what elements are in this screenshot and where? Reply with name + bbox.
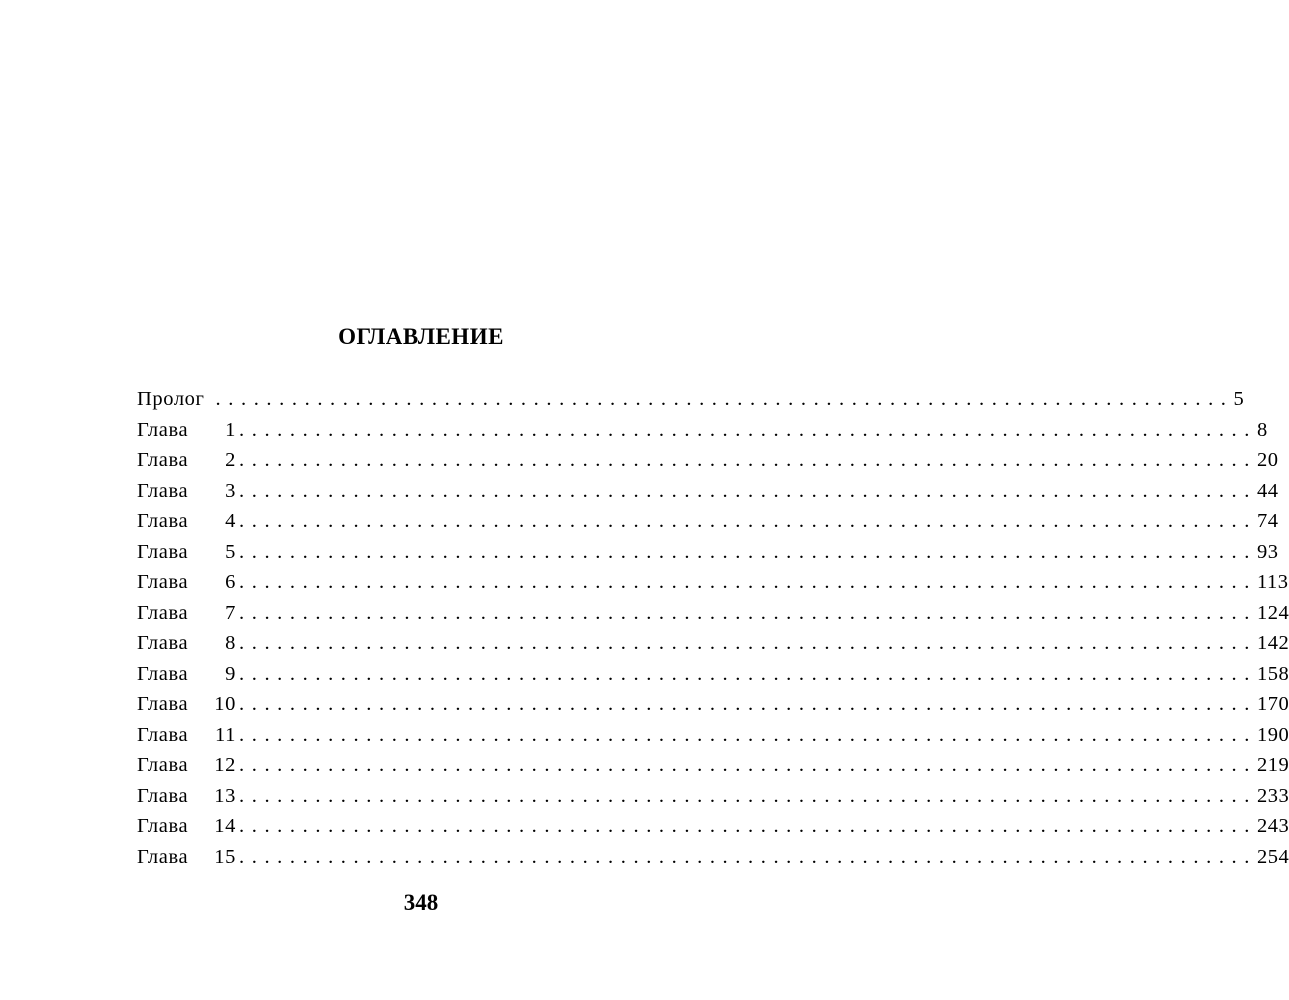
toc-entry [137, 720, 1289, 751]
toc-entry-label [137, 659, 236, 690]
toc-entry [137, 476, 1279, 507]
toc-entry-number: 9 [225, 662, 236, 685]
toc-entry-word: Глава [137, 540, 189, 563]
toc-entry-page: 124 [1257, 601, 1289, 624]
toc-entry-label [137, 598, 236, 629]
toc-entry [137, 689, 1289, 720]
toc-entry-label [137, 537, 236, 568]
toc-entry-number: 10 [214, 693, 236, 715]
toc-title: ОГЛАВЛЕНИЕ [338, 324, 504, 349]
toc-entry-number: 11 [215, 723, 236, 746]
toc-entry-page: 113 [1257, 571, 1289, 593]
toc-entry-page: 93 [1257, 540, 1279, 563]
toc-entry-word: Глава [137, 571, 189, 593]
toc-entry [137, 659, 1289, 690]
toc-entry-label [137, 689, 236, 720]
toc-entry-label [137, 720, 236, 751]
toc-dot-leader: ................................................................................ [239, 754, 1257, 776]
toc-entry [137, 415, 1268, 446]
toc-entry [137, 567, 1289, 598]
toc-entry-page: 44 [1257, 479, 1279, 502]
toc-entry-page: 142 [1257, 632, 1289, 654]
toc-entry-word: Глава [137, 723, 189, 746]
toc-entry-page: 74 [1257, 510, 1279, 532]
toc-entry [137, 842, 1289, 873]
toc-dot-leader: ................................................................................ [239, 693, 1257, 715]
toc-entry [137, 750, 1289, 781]
toc-entry-word: Глава [137, 693, 189, 715]
toc-dot-leader: ................................................................................ [239, 601, 1257, 624]
toc-dot-leader: ................................................................................ [239, 479, 1257, 502]
toc-entry [137, 384, 1245, 415]
toc-dot-leader: ................................................................................ [215, 388, 1234, 410]
toc-entry-page: 233 [1257, 784, 1289, 807]
toc-entry-word: Глава [137, 510, 189, 532]
toc-entry-label [137, 476, 236, 507]
toc-entry-word: Глава [137, 418, 189, 441]
toc-entry-page: 254 [1257, 845, 1289, 868]
toc-dot-leader: ................................................................................ [239, 510, 1257, 532]
toc-entry-number: 5 [225, 540, 236, 563]
toc-entry-word: Глава [137, 449, 189, 471]
toc-entry [137, 628, 1289, 659]
toc-dot-leader: ................................................................................ [239, 845, 1257, 868]
toc-entry-number: 3 [225, 479, 236, 502]
toc-entry-word: Глава [137, 845, 189, 868]
toc-entry [137, 537, 1279, 568]
toc-entry-label [137, 415, 236, 446]
toc-entry-word: Глава [137, 662, 189, 685]
toc-dot-leader: ................................................................................ [239, 662, 1257, 685]
toc-entry-label [137, 811, 236, 842]
toc-entry-word: Глава [137, 601, 189, 624]
toc-entry-page: 190 [1257, 723, 1289, 746]
toc-entry-label [137, 781, 236, 812]
toc-entry-word: Пролог [137, 388, 205, 410]
toc-entry-label [137, 567, 236, 598]
toc-dot-leader: ................................................................................ [239, 418, 1257, 441]
toc-entry-number: 2 [225, 449, 236, 471]
toc-entry-label [137, 628, 236, 659]
toc-entry-word: Глава [137, 754, 189, 776]
toc-entry-number: 1 [225, 418, 236, 441]
toc-entry [137, 445, 1279, 476]
toc-entry [137, 598, 1289, 629]
toc-entry-page: 5 [1233, 388, 1245, 410]
toc-entry-number: 7 [225, 601, 236, 624]
toc-entry-label [137, 842, 236, 873]
toc-dot-leader: ................................................................................ [239, 784, 1257, 807]
toc-entry-page: 158 [1257, 662, 1289, 685]
toc-entry-number: 6 [225, 571, 236, 593]
toc-entry-number: 8 [225, 632, 236, 654]
toc-entry-number: 12 [214, 754, 236, 776]
toc-entry-label [137, 384, 213, 415]
toc-entry-number: 14 [214, 815, 236, 837]
toc-dot-leader: ................................................................................ [239, 632, 1257, 654]
toc-dot-leader: ................................................................................ [239, 449, 1257, 471]
toc-entry-page: 219 [1257, 754, 1289, 776]
toc-entry-label [137, 506, 236, 537]
toc-entry [137, 781, 1289, 812]
toc-entry-word: Глава [137, 815, 189, 837]
toc-entry-page: 243 [1257, 815, 1289, 837]
page-number: 348 [403, 890, 439, 915]
toc-entry-page: 8 [1257, 418, 1268, 441]
toc-entry-word: Глава [137, 479, 189, 502]
toc-dot-leader: ................................................................................ [239, 571, 1257, 593]
toc-entry-number: 15 [214, 845, 236, 868]
toc-entry [137, 506, 1279, 537]
toc-entry-page: 20 [1257, 449, 1279, 471]
toc-entry-label [137, 445, 236, 476]
toc-entry-label [137, 750, 236, 781]
toc-dot-leader: ................................................................................ [239, 815, 1257, 837]
toc-entry-number: 13 [214, 784, 236, 807]
toc-entry [137, 811, 1289, 842]
toc-list [137, 384, 1289, 872]
toc-dot-leader: ................................................................................ [239, 723, 1257, 746]
toc-entry-number: 4 [225, 510, 236, 532]
toc-entry-page: 170 [1257, 693, 1289, 715]
toc-dot-leader: ................................................................................ [239, 540, 1257, 563]
toc-entry-word: Глава [137, 784, 189, 807]
toc-entry-word: Глава [137, 632, 189, 654]
